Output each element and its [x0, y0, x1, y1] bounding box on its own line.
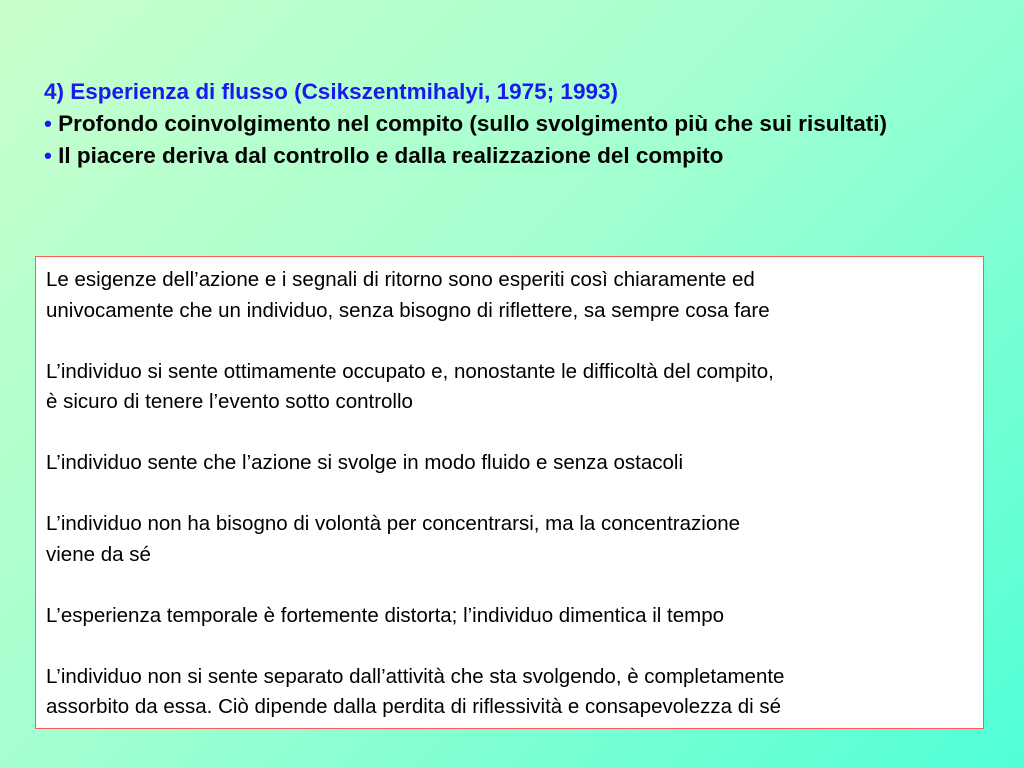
- heading-bullet-2-text: Il piacere deriva dal controllo e dalla realizzazione del compito: [58, 143, 724, 168]
- slide-title: 4) Esperienza di flusso (Csikszentmihalyi, 1975; 1993): [44, 79, 618, 104]
- box-paragraph-6: L’individuo non si sente separato dall’attività che sta svolgendo, è completamente assorbito da essa. Ciò dipende dalla perdita di riflessività e consapevolezza di sé: [46, 664, 785, 718]
- box-paragraph-3: L’individuo sente che l’azione si svolge in modo fluido e senza ostacoli: [46, 451, 684, 474]
- bullet-icon: •: [44, 111, 52, 136]
- bullet-icon: •: [44, 143, 52, 168]
- box-paragraph-4: L’individuo non ha bisogno di volontà per concentrarsi, ma la concentrazione viene da sé: [46, 512, 741, 566]
- slide-heading: [44, 76, 984, 172]
- heading-bullet-2: [44, 140, 984, 172]
- heading-bullet-1-text: Profondo coinvolgimento nel compito (sullo svolgimento più che sui risultati): [58, 111, 887, 136]
- heading-bullet-1: [44, 108, 984, 140]
- flow-characteristics-box: [35, 256, 984, 729]
- box-paragraph-5: L’esperienza temporale è fortemente distorta; l’individuo dimentica il tempo: [46, 603, 725, 627]
- box-paragraph-1: Le esigenze dell’azione e i segnali di ritorno sono esperiti così chiaramente ed univocamente che un individuo, senza bisogno di riflettere, sa sempre cosa fare: [46, 268, 770, 322]
- box-paragraph-2: L’individuo si sente ottimamente occupato e, nonostante le difficoltà del compito, è sicuro di tenere l’evento sotto controllo: [46, 359, 774, 413]
